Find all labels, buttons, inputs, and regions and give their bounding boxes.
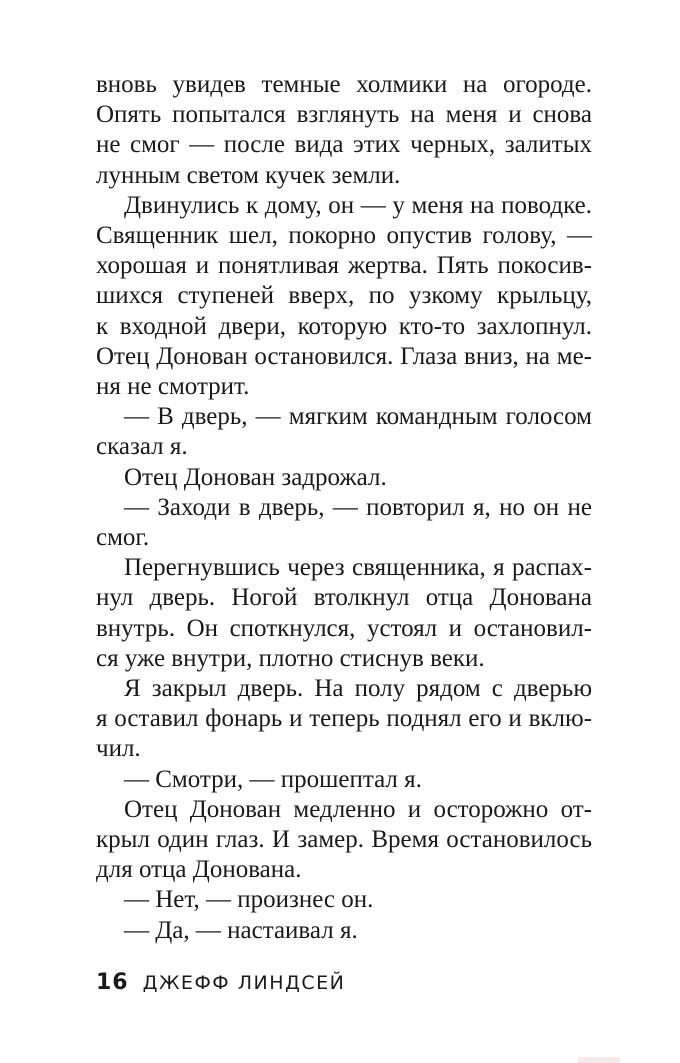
page-number: 16 <box>96 970 129 995</box>
paragraph <box>96 191 592 402</box>
text-line: для отца Донована. <box>96 856 302 884</box>
text-line: внутрь. Он споткнулся, устоял и остановил- <box>96 614 592 642</box>
text-line: нул дверь. Ногой втолкнул отца Донована <box>96 584 592 612</box>
text-line: — Заходи в дверь, — повторил я, но он не <box>124 493 592 521</box>
text-line: — Да, — настаивал я. <box>124 916 358 944</box>
author-name: ДЖЕФФ ЛИНДСЕЙ <box>142 972 346 994</box>
text-line: Отец Донован остановился. Глаза вниз, на ме- <box>96 342 592 370</box>
text-line: чил. <box>96 735 141 763</box>
text-line: — В дверь, — мягким командным голосом <box>124 403 592 431</box>
text-line: ся уже внутри, плотно стиснув веки. <box>96 644 485 672</box>
paragraph <box>96 765 592 795</box>
scan-corner-mark <box>578 1057 620 1063</box>
paragraph <box>96 493 592 553</box>
text-line: не смог — после вида этих черных, залитых <box>96 131 592 159</box>
paragraph <box>96 916 592 946</box>
text-line: вновь увидев темные холмики на огороде. <box>96 71 592 98</box>
text-line: Опять попытался взглянуть на меня и снова <box>96 101 592 129</box>
text-line: лунным светом кучек земли. <box>96 161 401 189</box>
paragraph <box>96 70 592 191</box>
paragraph <box>96 674 592 765</box>
text-line: Я закрыл дверь. На полу рядом с дверью <box>124 675 592 703</box>
text-line: сказал я. <box>96 433 188 461</box>
text-line: Двинулись к дому, он — у меня на поводке. <box>124 191 592 219</box>
text-line: крыл один глаз. И замер. Время остановилось <box>96 826 592 854</box>
text-line: — Смотри, — прошептал я. <box>124 765 422 793</box>
text-line: Священник шел, покорно опустив голову, — <box>96 222 592 250</box>
text-line: ня не смотрит. <box>96 373 250 401</box>
paragraph <box>96 885 592 915</box>
text-line: — Нет, — произнес он. <box>124 886 374 914</box>
body-text <box>96 70 592 946</box>
text-line: Отец Донован задрожал. <box>124 463 387 491</box>
text-line: Отец Донован медленно и осторожно от- <box>124 795 592 823</box>
text-line: смог. <box>96 524 150 552</box>
running-footer <box>96 970 345 995</box>
paragraph <box>96 553 592 674</box>
paragraph <box>96 463 592 493</box>
paragraph <box>96 795 592 886</box>
text-line: к входной двери, которую кто-то захлопнул. <box>96 312 592 340</box>
paragraph <box>96 402 592 462</box>
text-line: Перегнувшись через священника, я распах- <box>124 554 592 582</box>
text-line: я оставил фонарь и теперь поднял его и вклю- <box>96 705 592 733</box>
text-line: шихся ступеней вверх, по узкому крыльцу, <box>96 282 592 310</box>
text-line: хорошая и понятливая жертва. Пять покосив- <box>96 252 592 280</box>
